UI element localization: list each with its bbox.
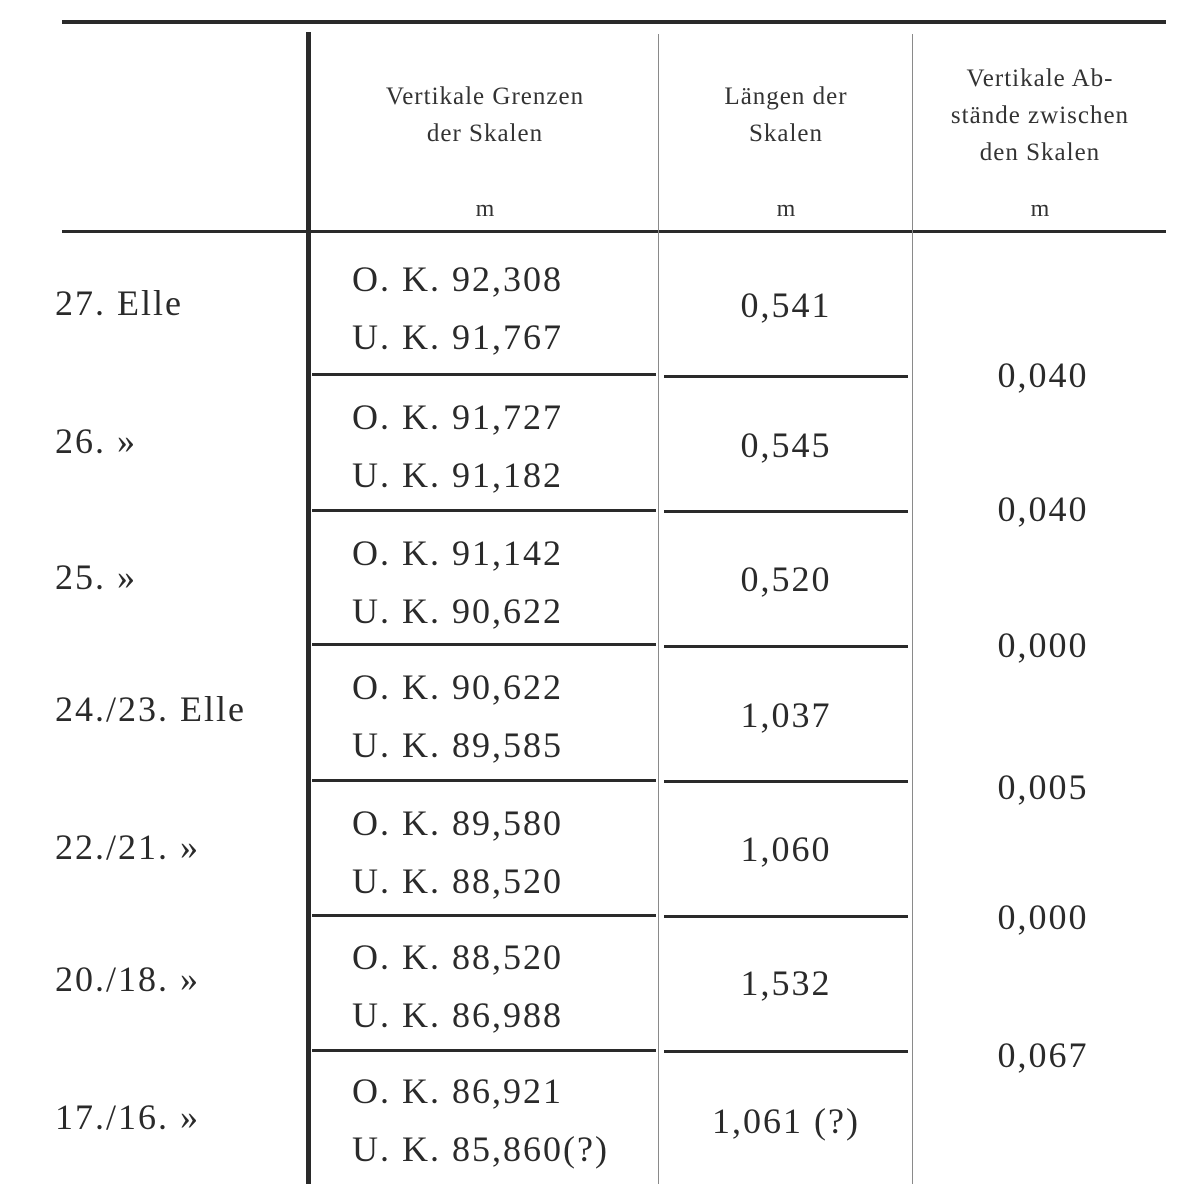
upper-bound: O. K. 88,520 xyxy=(352,937,563,977)
header-lengths xyxy=(660,78,912,152)
lower-bound: U. K. 86,988 xyxy=(352,995,563,1035)
row-length: 0,545 xyxy=(740,425,832,465)
gap-value: 0,040 xyxy=(997,489,1089,529)
lower-bound: U. K. 90,622 xyxy=(352,591,563,631)
lower-bound: U. K. 91,182 xyxy=(352,455,563,495)
header-lengths-line-1: Längen der xyxy=(724,83,848,110)
gap-value: 0,000 xyxy=(997,625,1089,665)
column-divider-2 xyxy=(912,34,913,1184)
header-gaps-line-1: Vertikale Ab- xyxy=(966,65,1114,92)
row-label: 24./23. Elle xyxy=(55,689,246,729)
row-separator xyxy=(312,643,656,646)
header-lengths-unit: m xyxy=(776,196,796,222)
row-separator xyxy=(664,645,908,648)
top-rule xyxy=(62,20,1166,24)
row-bounds xyxy=(352,794,652,910)
label-column-divider xyxy=(306,32,311,1184)
row-separator xyxy=(664,780,908,783)
row-length: 1,060 xyxy=(740,829,832,869)
row-separator xyxy=(312,1049,656,1052)
upper-bound: O. K. 92,308 xyxy=(352,259,563,299)
upper-bound: O. K. 91,727 xyxy=(352,397,563,437)
row-bounds xyxy=(352,250,652,366)
column-divider-1 xyxy=(658,34,659,1184)
row-bounds xyxy=(352,658,652,774)
lower-bound: U. K. 89,585 xyxy=(352,725,563,765)
header-gaps-line-3: den Skalen xyxy=(979,139,1101,166)
gap-value: 0,000 xyxy=(997,897,1089,937)
row-label: 25. » xyxy=(55,557,137,597)
row-separator xyxy=(664,1050,908,1053)
row-length: 0,520 xyxy=(740,559,832,599)
header-bounds-line-1: Vertikale Grenzen xyxy=(385,83,585,110)
upper-bound: O. K. 91,142 xyxy=(352,533,563,573)
header-gaps-line-2: stände zwischen xyxy=(950,102,1130,129)
header-gaps-unit: m xyxy=(1030,196,1050,222)
lower-bound: U. K. 88,520 xyxy=(352,861,563,901)
row-bounds xyxy=(352,524,652,640)
gap-value: 0,040 xyxy=(997,355,1089,395)
row-separator xyxy=(312,779,656,782)
row-label: 26. » xyxy=(55,421,137,461)
row-label: 27. Elle xyxy=(55,283,183,323)
upper-bound: O. K. 90,622 xyxy=(352,667,563,707)
lower-bound: U. K. 91,767 xyxy=(352,317,563,357)
row-length: 1,532 xyxy=(740,963,832,1003)
row-label: 17./16. » xyxy=(55,1097,201,1137)
header-bounds xyxy=(312,78,658,152)
header-bounds-unit: m xyxy=(475,196,495,222)
row-separator xyxy=(312,509,656,512)
row-length: 1,037 xyxy=(740,695,832,735)
upper-bound: O. K. 89,580 xyxy=(352,803,563,843)
row-separator xyxy=(664,375,908,378)
row-bounds xyxy=(352,928,652,1044)
row-length: 0,541 xyxy=(740,285,832,325)
row-bounds xyxy=(352,388,652,504)
row-label: 20./18. » xyxy=(55,959,201,999)
upper-bound: O. K. 86,921 xyxy=(352,1071,563,1111)
row-label: 22./21. » xyxy=(55,827,201,867)
gap-value: 0,067 xyxy=(997,1035,1089,1075)
header-gaps xyxy=(914,60,1166,171)
lower-bound: U. K. 85,860(?) xyxy=(352,1129,609,1169)
gap-value: 0,005 xyxy=(997,767,1089,807)
row-separator xyxy=(664,915,908,918)
row-separator xyxy=(664,510,908,513)
row-length: 1,061 (?) xyxy=(712,1101,860,1141)
header-bounds-line-2: der Skalen xyxy=(426,120,544,147)
header-rule xyxy=(62,230,1166,233)
row-separator xyxy=(312,373,656,376)
row-bounds xyxy=(352,1062,652,1178)
header-lengths-line-2: Skalen xyxy=(748,120,824,147)
row-separator xyxy=(312,914,656,917)
